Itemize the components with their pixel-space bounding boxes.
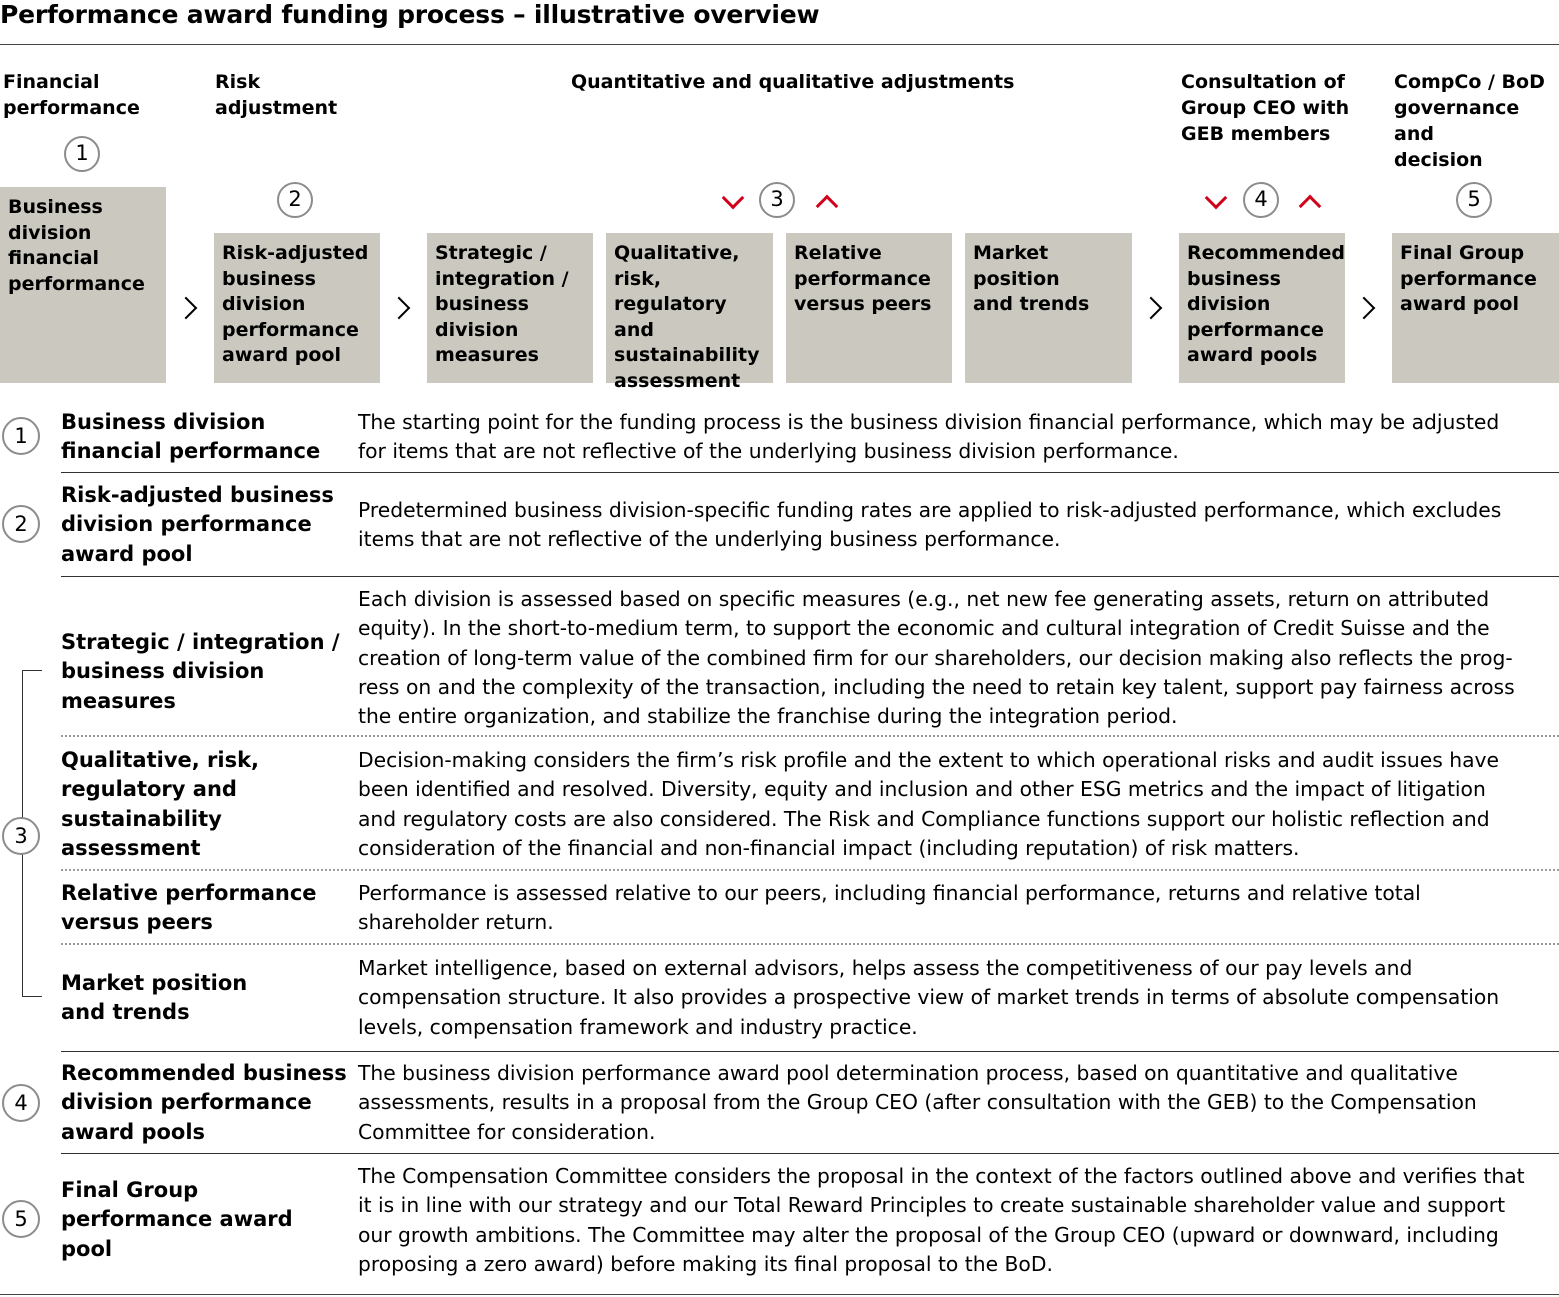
row-label-1: Business division financial performance xyxy=(61,410,321,464)
row-text-1: The starting point for the funding process is the business division financial performance, which may be adjusted for items that are not reflective of the underlying business division performance. xyxy=(358,410,1500,464)
row-dotted-divider xyxy=(61,943,1559,945)
row-divider xyxy=(61,1153,1559,1154)
box-recommended-award-pools: Recommended business division performance award pools xyxy=(1179,233,1345,383)
chevron-right-icon xyxy=(388,297,411,320)
row-circle-3: 3 xyxy=(2,817,40,855)
step-circle-1: 1 xyxy=(64,136,100,172)
stage-header-financial: Financial performance xyxy=(3,71,140,119)
up-arrow-icon xyxy=(816,195,839,218)
row-circle-2: 2 xyxy=(2,505,40,543)
box-business-division-financial-performance: Business division financial performance xyxy=(0,187,166,383)
row-label-5: Final Group performance award pool xyxy=(61,1178,293,1261)
stage-header-risk: Risk adjustment xyxy=(215,71,338,119)
step-circle-5: 5 xyxy=(1456,182,1492,218)
row-label-3c: Relative performance versus peers xyxy=(61,881,317,935)
row-dotted-divider xyxy=(61,869,1559,871)
page-title: Performance award funding process – illustrative overview xyxy=(0,0,820,29)
row-text-3b: Decision-making considers the firm’s risk profile and the extent to which operational risks and audit issues have been identified and resolved. Diversity, equity and inclusion and other ESG metrics and the impact of litigation and regulatory costs are also considered. The Risk and Compliance functions support our holistic reflection and consideration of the financial and non-financial impact (including reputation) of risk matters. xyxy=(358,748,1499,860)
box-market-position: Market position and trends xyxy=(965,233,1132,383)
row-circle-5: 5 xyxy=(2,1200,40,1238)
step-circle-3: 3 xyxy=(759,182,795,218)
row-text-5: The Compensation Committee considers the proposal in the context of the factors outlined above and verifies that it is in line with our strategy and our Total Reward Principles to create sustainable shareholder value and support our growth ambitions. The Committee may alter the proposal of the Group CEO (upward or downward, including proposing a zero award) before making its final proposal to the BoD. xyxy=(358,1164,1525,1276)
down-arrow-icon xyxy=(722,187,745,210)
row-divider xyxy=(61,576,1559,577)
row-label-3b: Qualitative, risk, regulatory and sustainability assessment xyxy=(61,748,260,861)
box-relative-performance: Relative performance versus peers xyxy=(786,233,952,383)
stage-header-consultation: Consultation of Group CEO with GEB members xyxy=(1181,71,1350,145)
chevron-right-icon xyxy=(1353,297,1376,320)
row-divider xyxy=(61,472,1559,473)
step-circle-4: 4 xyxy=(1243,182,1279,218)
box-final-group-award-pool: Final Group performance award pool xyxy=(1392,233,1559,383)
row-label-3d: Market position and trends xyxy=(61,971,248,1025)
up-arrow-icon xyxy=(1299,195,1322,218)
chevron-right-icon xyxy=(1140,297,1163,320)
chevron-right-icon xyxy=(175,297,198,320)
box-qualitative-assessment: Qualitative, risk, regulatory and sustainability assessment xyxy=(606,233,773,383)
row-text-3d: Market intelligence, based on external advisors, helps assess the competitiveness of our pay levels and compensation structure. It also provides a prospective view of market trends in terms of absolute compensation levels, compensation framework and industry practice. xyxy=(358,956,1500,1039)
row-label-4: Recommended business division performance award pools xyxy=(61,1061,347,1144)
box-risk-adjusted-award-pool: Risk-adjusted business division performance award pool xyxy=(214,233,380,383)
row-circle-4: 4 xyxy=(2,1084,40,1122)
row-circle-1: 1 xyxy=(2,417,40,455)
bottom-rule xyxy=(0,1294,1559,1295)
row-text-4: The business division performance award pool determination process, based on quantitative and qualitative assessments, results in a proposal from the Group CEO (after consultation with the GEB) to the Compensation Committee for consideration. xyxy=(358,1061,1477,1144)
row-dotted-divider xyxy=(61,735,1559,737)
row-text-2: Predetermined business division-specific funding rates are applied to risk-adjusted performance, which excludes items that are not reflective of the underlying business performance. xyxy=(358,498,1502,552)
box-strategic-measures: Strategic / integration / business division measures xyxy=(427,233,593,383)
row-divider xyxy=(61,1051,1559,1052)
row-text-3a: Each division is assessed based on specific measures (e.g., net new fee generating assets, return on attributed equity). In the short-to-medium term, to support the economic and cultural integration of Credit Suisse and the creation of long-term value of the combined firm for our shareholders, our decision making also reflects the prog- ress on and the complexity of the transaction, including the need to retain key talent, support pay fairness across the entire organization, and stabilize the franchise during the integration period. xyxy=(358,587,1515,729)
stage-header-compco: CompCo / BoD governance and decision xyxy=(1394,71,1545,171)
step-circle-2: 2 xyxy=(277,182,313,218)
stage-header-quant: Quantitative and qualitative adjustments xyxy=(571,71,1015,93)
row-label-2: Risk-adjusted business division performance award pool xyxy=(61,483,334,566)
row-label-3a: Strategic / integration / business division measures xyxy=(61,630,340,713)
down-arrow-icon xyxy=(1205,187,1228,210)
row-text-3c: Performance is assessed relative to our peers, including financial performance, returns and relative total shareholder return. xyxy=(358,881,1421,935)
title-divider xyxy=(0,44,1559,45)
